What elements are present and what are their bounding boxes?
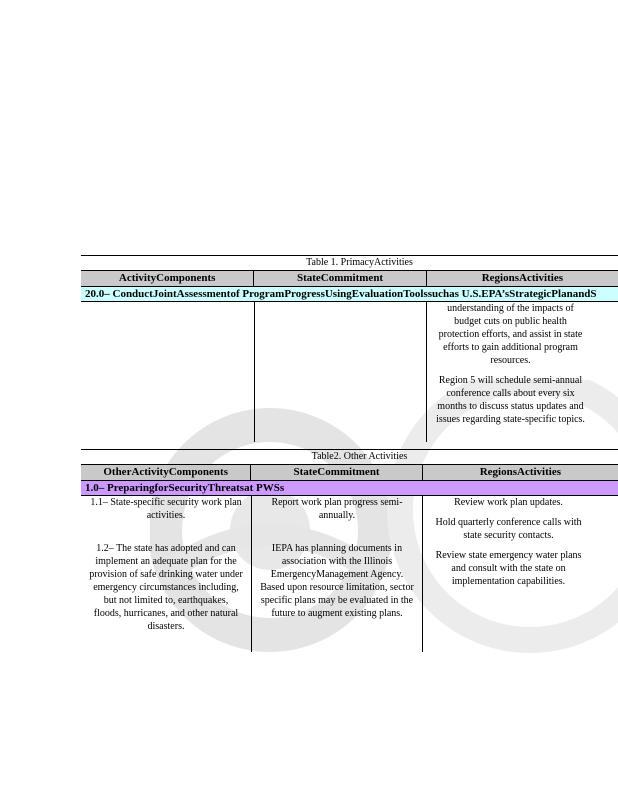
table-caption: Table 1. PrimacyActivities [81, 255, 618, 270]
other-activities-table [81, 449, 618, 652]
activity-cell [81, 302, 254, 442]
primacy-activities-table [81, 255, 618, 442]
section-band: 1.0– PreparingforSecurityThreatsat PWSs [81, 481, 618, 496]
table-header-row [81, 270, 618, 287]
regions-activities-cell [422, 496, 594, 652]
table-header-row [81, 464, 618, 481]
paragraph: IEPA has planning documents in association with the Illinois EmergencyManagement Agency. Based upon resource limitation, sector specific plans may be evaluated in the future to augment existing plans. [260, 543, 414, 619]
table-row [81, 496, 618, 652]
paragraph: Hold quarterly conference calls with state security contacts. [435, 517, 582, 541]
header-regions-activities: RegionsActivities [426, 271, 618, 286]
paragraph: 1.1– State-specific security work plan activities. [90, 497, 242, 521]
header-other-activity-components: OtherActivityComponents [103, 466, 228, 478]
header-activity-components: ActivityComponents [118, 272, 216, 284]
paragraph: understanding of the impacts of budget cuts on public health protection efforts, and assist in state efforts to gain additional program resources. [438, 303, 583, 366]
paragraph: Report work plan progress semi-annually. [271, 497, 403, 521]
activity-cell [81, 496, 251, 652]
header-state-commitment: StateCommitment [253, 271, 425, 286]
header-state-commitment: StateCommitment [250, 465, 421, 480]
paragraph: Region 5 will schedule semi-annual conference calls about every six months to discuss status updates and issues regarding state-specific topics. [436, 375, 585, 425]
paragraph: Review state emergency water plans and consult with the state on implementation capabilities. [435, 550, 582, 587]
section-band: 20.0– ConductJointAssessmentof ProgramProgressUsingEvaluationToolssuchas U.S.EPA’sStrategicPlanandS [81, 287, 618, 302]
table-caption: Table2. Other Activities [81, 449, 618, 464]
regions-activities-cell [426, 302, 594, 442]
state-commitment-cell [254, 302, 426, 442]
table-row [81, 302, 618, 442]
paragraph: Review work plan updates. [454, 497, 563, 508]
header-regions-activities: RegionsActivities [422, 465, 618, 480]
paragraph: 1.2– The state has adopted and can implement an adequate plan for the provision of safe drinking water under emergency circumstances including, but not limited to, earthquakes, floods, hurricanes, and other natural disasters. [89, 543, 243, 632]
state-commitment-cell [251, 496, 422, 652]
